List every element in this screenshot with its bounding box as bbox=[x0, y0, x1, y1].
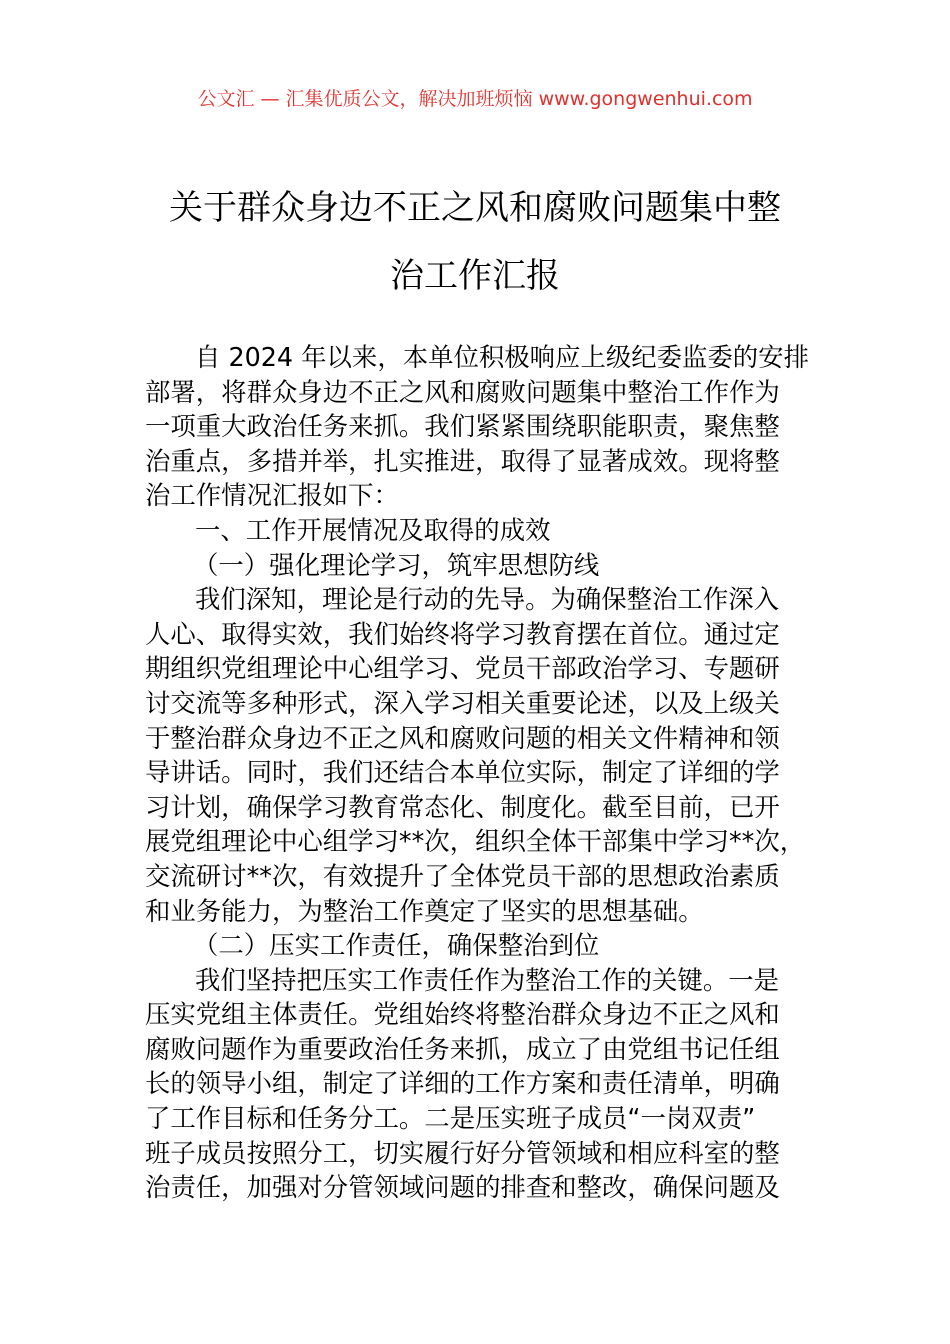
paragraph-line: 一项重大政治任务来抓。我们紧紧围绕职能职责，聚焦整 bbox=[145, 411, 780, 442]
paragraph-line: 和业务能力，为整治工作奠定了坚实的思想基础。 bbox=[145, 895, 704, 926]
paragraph-line: 治工作情况汇报如下： bbox=[145, 480, 399, 511]
section-heading: 一、工作开展情况及取得的成效 bbox=[195, 514, 551, 545]
paragraph-line: 治责任，加强对分管领域问题的排查和整改，确保问题及 bbox=[145, 1172, 780, 1203]
paragraph-line: 我们深知，理论是行动的先导。为确保整治工作深入 bbox=[195, 584, 779, 615]
paragraph-line: 讨交流等多种形式，深入学习相关重要论述，以及上级关 bbox=[145, 687, 780, 718]
paragraph-line: 展党组理论中心组学习**次，组织全体干部集中学习**次， bbox=[145, 826, 806, 857]
paragraph-line: 交流研讨**次，有效提升了全体党员干部的思想政治素质 bbox=[145, 860, 780, 891]
subsection-heading: （一）强化理论学习，筑牢思想防线 bbox=[193, 549, 600, 580]
paragraph-line: 于整治群众身边不正之风和腐败问题的相关文件精神和领 bbox=[145, 722, 780, 753]
paragraph-line: 班子成员按照分工，切实履行好分管领域和相应科室的整 bbox=[145, 1137, 780, 1168]
document-title-line-2: 治工作汇报 bbox=[390, 256, 560, 296]
paragraph-line: 了工作目标和任务分工。二是压实班子成员“一岗双责” bbox=[145, 1103, 756, 1134]
paragraph-line: 导讲话。同时，我们还结合本单位实际，制定了详细的学 bbox=[145, 757, 780, 788]
paragraph-line: 长的领导小组，制定了详细的工作方案和责任清单，明确 bbox=[145, 1068, 780, 1099]
paragraph-line: 我们坚持把压实工作责任作为整治工作的关键。一是 bbox=[195, 964, 779, 995]
paragraph-line: 自 2024 年以来，本单位积极响应上级纪委监委的安排 bbox=[195, 342, 809, 372]
paragraph-line: 压实党组主体责任。党组始终将整治群众身边不正之风和 bbox=[145, 999, 780, 1030]
paragraph-line: 期组织党组理论中心组学习、党员干部政治学习、专题研 bbox=[145, 653, 780, 684]
site-header-banner: 公文汇 — 汇集优质公文，解决加班烦恼 www.gongwenhui.com bbox=[197, 88, 753, 110]
paragraph-line: 人心、取得实效，我们始终将学习教育摆在首位。通过定 bbox=[145, 618, 780, 649]
paragraph-line: 部署，将群众身边不正之风和腐败问题集中整治工作作为 bbox=[145, 376, 780, 407]
paragraph-line: 习计划，确保学习教育常态化、制度化。截至目前，已开 bbox=[145, 791, 780, 822]
document-body bbox=[145, 340, 845, 1205]
document-title-line-1: 关于群众身边不正之风和腐败问题集中整 bbox=[169, 188, 781, 228]
paragraph-line: 治重点，多措并举，扎实推进，取得了显著成效。现将整 bbox=[145, 445, 780, 476]
paragraph-line: 腐败问题作为重要政治任务来抓，成立了由党组书记任组 bbox=[145, 1033, 780, 1064]
subsection-heading: （二）压实工作责任，确保整治到位 bbox=[193, 930, 600, 961]
